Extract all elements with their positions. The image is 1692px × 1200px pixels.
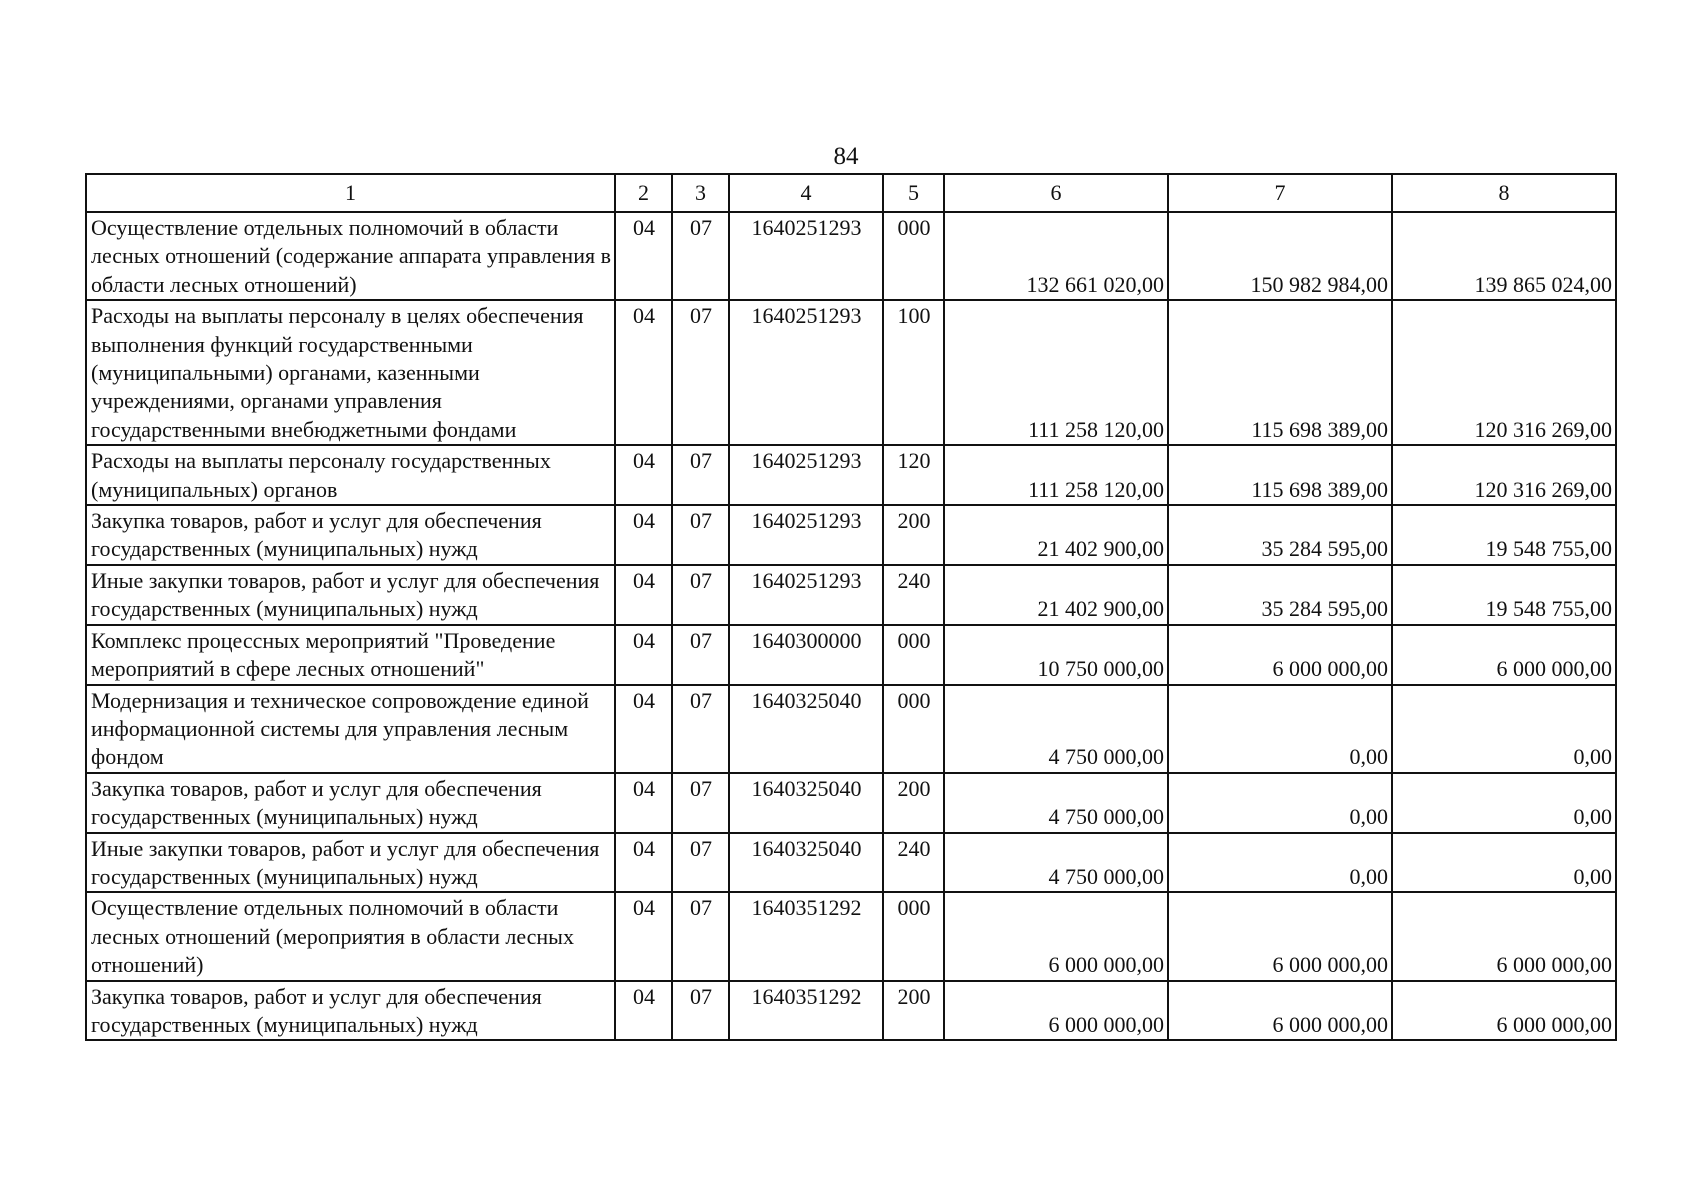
table-header	[86, 174, 1616, 212]
row-section-code: 04	[615, 981, 672, 1041]
row-amount-col6: 6 000 000,00	[944, 892, 1168, 980]
row-name: Комплекс процессных мероприятий "Проведение мероприятий в сфере лесных отношений"	[86, 625, 615, 685]
row-subsection-code: 07	[672, 981, 729, 1041]
row-section-code: 04	[615, 892, 672, 980]
row-subsection-code: 07	[672, 505, 729, 565]
row-section-code: 04	[615, 685, 672, 773]
row-section-code: 04	[615, 565, 672, 625]
row-target-article: 1640251293	[729, 300, 883, 445]
row-amount-col6: 21 402 900,00	[944, 505, 1168, 565]
row-amount-col6: 111 258 120,00	[944, 300, 1168, 445]
table-row	[86, 833, 1616, 893]
page-number: 84	[833, 143, 859, 170]
row-subsection-code: 07	[672, 833, 729, 893]
budget-table	[85, 173, 1617, 1041]
row-name: Осуществление отдельных полномочий в области лесных отношений (мероприятия в области лесных отношений)	[86, 892, 615, 980]
row-amount-col6: 111 258 120,00	[944, 445, 1168, 505]
row-amount-col7: 6 000 000,00	[1168, 892, 1392, 980]
row-amount-col6: 10 750 000,00	[944, 625, 1168, 685]
row-expense-type: 200	[883, 981, 944, 1041]
row-amount-col6: 4 750 000,00	[944, 833, 1168, 893]
row-target-article: 1640251293	[729, 565, 883, 625]
row-amount-col8: 6 000 000,00	[1392, 981, 1616, 1041]
row-expense-type: 240	[883, 833, 944, 893]
row-name: Расходы на выплаты персоналу государственных (муниципальных) органов	[86, 445, 615, 505]
table-body	[86, 212, 1616, 1040]
row-amount-col6: 21 402 900,00	[944, 565, 1168, 625]
row-amount-col7: 0,00	[1168, 685, 1392, 773]
row-amount-col7: 35 284 595,00	[1168, 505, 1392, 565]
table-row	[86, 625, 1616, 685]
row-name: Иные закупки товаров, работ и услуг для обеспечения государственных (муниципальных) нужд	[86, 565, 615, 625]
row-amount-col8: 139 865 024,00	[1392, 212, 1616, 300]
row-amount-col6: 4 750 000,00	[944, 685, 1168, 773]
row-amount-col8: 6 000 000,00	[1392, 892, 1616, 980]
column-header-5: 5	[883, 174, 944, 212]
table-row	[86, 773, 1616, 833]
row-amount-col8: 19 548 755,00	[1392, 505, 1616, 565]
row-target-article: 1640325040	[729, 833, 883, 893]
row-expense-type: 200	[883, 773, 944, 833]
row-amount-col8: 0,00	[1392, 773, 1616, 833]
row-expense-type: 100	[883, 300, 944, 445]
row-amount-col6: 132 661 020,00	[944, 212, 1168, 300]
table-row	[86, 685, 1616, 773]
row-target-article: 1640325040	[729, 685, 883, 773]
row-amount-col8: 120 316 269,00	[1392, 300, 1616, 445]
row-subsection-code: 07	[672, 445, 729, 505]
row-subsection-code: 07	[672, 892, 729, 980]
row-expense-type: 000	[883, 685, 944, 773]
row-subsection-code: 07	[672, 685, 729, 773]
table-row	[86, 565, 1616, 625]
table-row	[86, 892, 1616, 980]
row-amount-col6: 6 000 000,00	[944, 981, 1168, 1041]
row-target-article: 1640251293	[729, 212, 883, 300]
row-amount-col8: 6 000 000,00	[1392, 625, 1616, 685]
row-amount-col8: 120 316 269,00	[1392, 445, 1616, 505]
row-amount-col8: 0,00	[1392, 833, 1616, 893]
row-name: Закупка товаров, работ и услуг для обеспечения государственных (муниципальных) нужд	[86, 981, 615, 1041]
row-amount-col7: 0,00	[1168, 833, 1392, 893]
row-section-code: 04	[615, 505, 672, 565]
column-header-8: 8	[1392, 174, 1616, 212]
row-amount-col6: 4 750 000,00	[944, 773, 1168, 833]
column-header-4: 4	[729, 174, 883, 212]
row-expense-type: 240	[883, 565, 944, 625]
row-amount-col7: 0,00	[1168, 773, 1392, 833]
row-target-article: 1640300000	[729, 625, 883, 685]
row-amount-col7: 115 698 389,00	[1168, 300, 1392, 445]
row-amount-col8: 19 548 755,00	[1392, 565, 1616, 625]
table-row	[86, 981, 1616, 1041]
row-expense-type: 120	[883, 445, 944, 505]
row-section-code: 04	[615, 300, 672, 445]
row-name: Осуществление отдельных полномочий в области лесных отношений (содержание аппарата управления в области лесных отношений)	[86, 212, 615, 300]
row-section-code: 04	[615, 773, 672, 833]
row-section-code: 04	[615, 625, 672, 685]
row-name: Закупка товаров, работ и услуг для обеспечения государственных (муниципальных) нужд	[86, 505, 615, 565]
row-expense-type: 000	[883, 212, 944, 300]
row-name: Закупка товаров, работ и услуг для обеспечения государственных (муниципальных) нужд	[86, 773, 615, 833]
row-section-code: 04	[615, 445, 672, 505]
row-amount-col7: 6 000 000,00	[1168, 981, 1392, 1041]
table-row	[86, 212, 1616, 300]
row-target-article: 1640351292	[729, 981, 883, 1041]
row-section-code: 04	[615, 833, 672, 893]
row-amount-col7: 6 000 000,00	[1168, 625, 1392, 685]
row-subsection-code: 07	[672, 625, 729, 685]
column-header-2: 2	[615, 174, 672, 212]
row-subsection-code: 07	[672, 565, 729, 625]
column-header-3: 3	[672, 174, 729, 212]
table-row	[86, 300, 1616, 445]
table-row	[86, 505, 1616, 565]
row-target-article: 1640251293	[729, 505, 883, 565]
row-name: Модернизация и техническое сопровождение единой информационной системы для управления лесным фондом	[86, 685, 615, 773]
row-amount-col7: 115 698 389,00	[1168, 445, 1392, 505]
column-header-1: 1	[86, 174, 615, 212]
row-expense-type: 000	[883, 625, 944, 685]
row-target-article: 1640251293	[729, 445, 883, 505]
column-header-7: 7	[1168, 174, 1392, 212]
row-subsection-code: 07	[672, 773, 729, 833]
row-amount-col7: 35 284 595,00	[1168, 565, 1392, 625]
row-amount-col8: 0,00	[1392, 685, 1616, 773]
row-target-article: 1640325040	[729, 773, 883, 833]
row-target-article: 1640351292	[729, 892, 883, 980]
column-header-6: 6	[944, 174, 1168, 212]
row-amount-col7: 150 982 984,00	[1168, 212, 1392, 300]
row-subsection-code: 07	[672, 212, 729, 300]
row-name: Расходы на выплаты персоналу в целях обеспечения выполнения функций государственными (муниципальными) органами, казенными учреждениями, органами управления государственными внебюджетными фондами	[86, 300, 615, 445]
table-row	[86, 445, 1616, 505]
row-expense-type: 000	[883, 892, 944, 980]
row-name: Иные закупки товаров, работ и услуг для обеспечения государственных (муниципальных) нужд	[86, 833, 615, 893]
row-subsection-code: 07	[672, 300, 729, 445]
row-section-code: 04	[615, 212, 672, 300]
row-expense-type: 200	[883, 505, 944, 565]
header-row	[86, 174, 1616, 212]
